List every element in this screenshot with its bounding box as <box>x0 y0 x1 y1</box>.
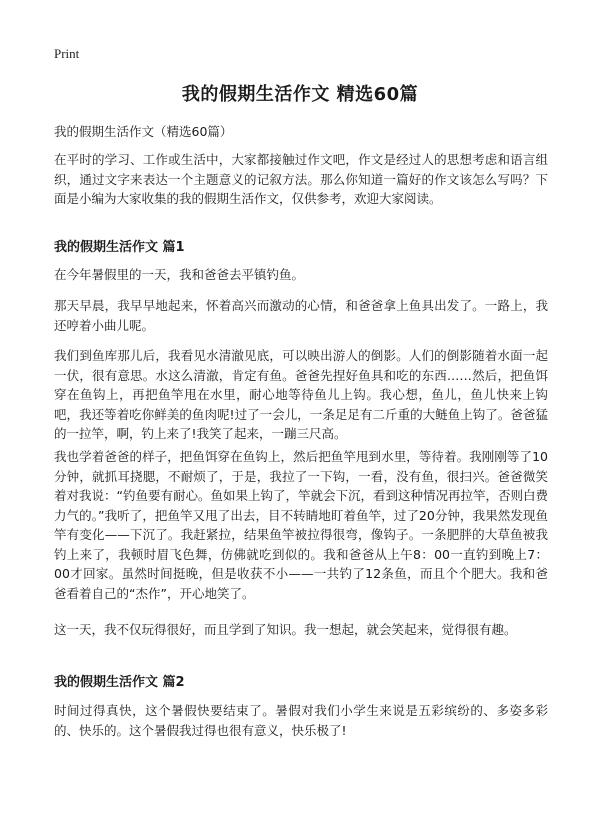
section1-paragraph-3: 我们到鱼库那儿后，我看见水清澈见底，可以映出游人的倒影。人们的倒影随着水面一起一伏，很有意思。水这么清澈，肯定有鱼。爸爸先捏好鱼具和吃的东西……然后，把鱼饵穿在鱼钩上，再把鱼竿甩在水里，耐心地等待鱼儿上钩。我心想，鱼儿，鱼儿快来上钩吧，我还等着吃你鲜美的鱼肉呢!过了一会儿，一条足足有二斤重的大鲢鱼上钩了。爸爸猛的一拉竿，啊，钓上来了!我笑了起来，一蹦三尺高。 <box>54 348 548 441</box>
document-subtitle: 我的假期生活作文（精选60篇） <box>54 124 233 139</box>
intro-paragraph: 在平时的学习、工作或生活中，大家都接触过作文吧，作文是经过人的思想考虑和语言组织，通过文字来表达一个主题意义的记叙方法。那么你知道一篇好的作文该怎么写吗？下面是小编为大家收集的我的假期生活作文，仅供参考，欢迎大家阅读。 <box>54 152 548 206</box>
print-label: Print <box>54 46 80 61</box>
section1-paragraph-5: 这一天，我不仅玩得很好，而且学到了知识。我一想起，就会笑起来，觉得很有趣。 <box>54 622 517 637</box>
section1-paragraph-4: 我也学着爸爸的样子，把鱼饵穿在鱼钩上，然后把鱼竿甩到水里，等待着。我刚刚等了10分钟，就抓耳挠腮，不耐烦了，于是，我拉了一下钩，一看，没有鱼，很扫兴。爸爸微笑着对我说：“钓鱼要有耐心。鱼如果上钩了，竿就会下沉，看到这种情况再拉竿，否则白费力气的。”我听了，把鱼竿又甩了出去，目不转睛地盯着鱼竿，过了20分钟，我果然发现鱼竿有变化——下沉了。我赶紧拉，结果鱼竿被拉得很弯，像钩子。一条肥胖的大草鱼被我钓上来了，我顿时眉飞色舞，仿佛就吃到似的。我和爸爸从上午8：00一直钓到晚上7：00才回家。虽然时间挺晚，但是收获不小——一共钓了12条鱼，而且个个肥大。我和爸爸看着自己的“杰作”，开心地笑了。 <box>54 449 548 601</box>
section1-paragraph-1: 在今年暑假里的一天，我和爸爸去平镇钓鱼。 <box>54 267 305 282</box>
page-title: 我的假期生活作文 精选60篇 <box>181 84 419 105</box>
section-heading-2: 我的假期生活作文 篇2 <box>54 675 185 690</box>
section-heading-1: 我的假期生活作文 篇1 <box>54 240 185 255</box>
section2-paragraph-1: 时间过得真快，这个暑假快要结束了。暑假对我们小学生来说是五彩缤纷的、多姿多彩的、快乐的。这个暑假我过得也很有意义，快乐极了! <box>54 703 548 738</box>
section1-paragraph-2: 那天早晨，我早早地起来，怀着高兴而激动的心情，和爸爸拿上鱼具出发了。一路上，我还哼着小曲儿呢。 <box>54 298 548 333</box>
